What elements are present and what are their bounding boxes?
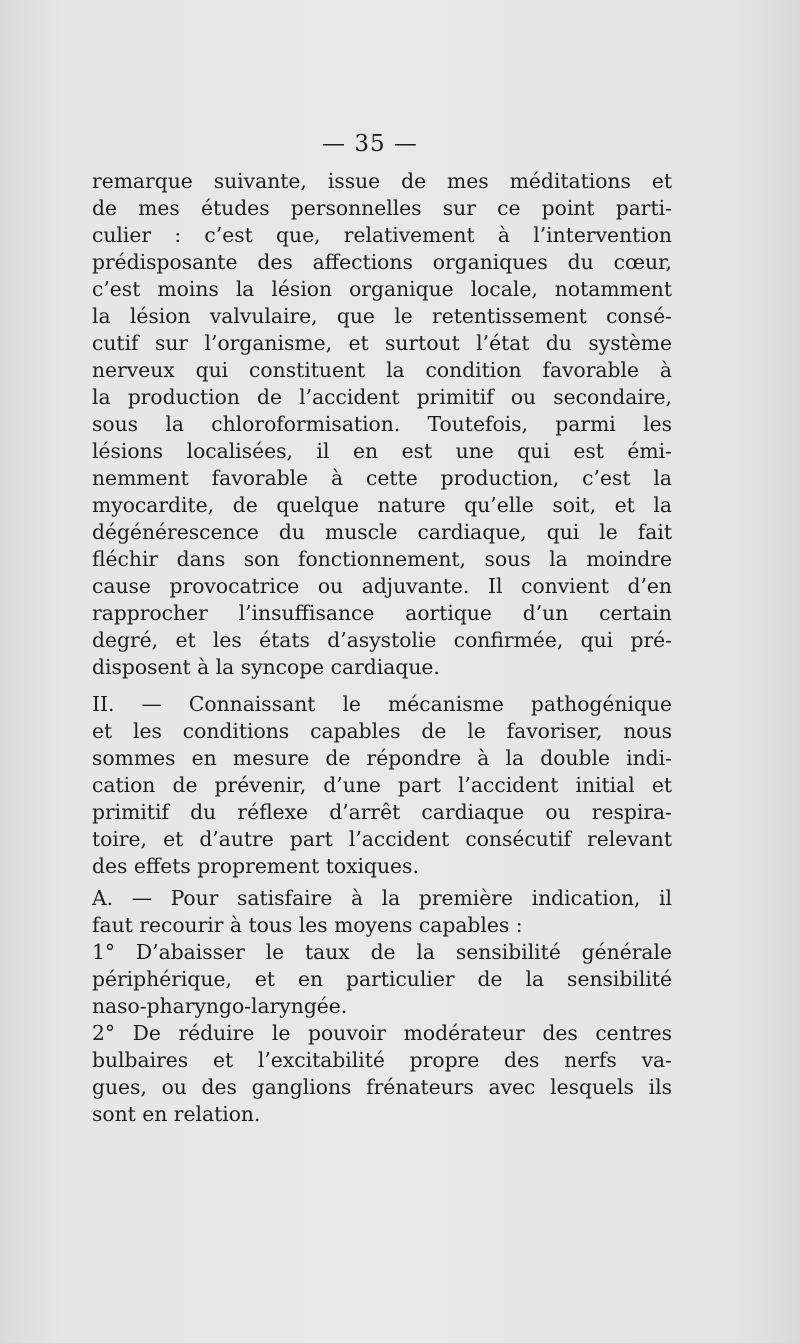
paragraph — [92, 168, 672, 681]
text-line: sommes en mesure de répondre à la double indi- — [92, 746, 672, 770]
text-line: toire, et d’autre part l’accident consécutif relevant — [92, 827, 672, 851]
text-line: fléchir dans son fonctionnement, sous la moindre — [92, 547, 672, 571]
text-line: disposent à la syncope cardiaque. — [92, 655, 440, 679]
paragraph — [92, 939, 672, 1020]
text-line: lésions localisées, il en est une qui est émi- — [92, 439, 672, 463]
text-line: 1° D’abaisser le taux de la sensibilité générale — [92, 940, 672, 964]
text-line: myocardite, de quelque nature qu’elle soit, et la — [92, 493, 672, 517]
text-line: c’est moins la lésion organique locale, notamment — [92, 277, 672, 301]
text-line: nemment favorable à cette production, c’est la — [92, 466, 672, 490]
text-line: des effets proprement toxiques. — [92, 854, 419, 878]
text-line: prédisposante des affections organiques du cœur, — [92, 250, 672, 274]
text-line: primitif du réflexe d’arrêt cardiaque ou respira- — [92, 800, 672, 824]
paragraph — [92, 691, 672, 880]
paragraph — [92, 1020, 672, 1128]
text-line: gues, ou des ganglions frénateurs avec lesquels ils — [92, 1075, 672, 1099]
text-line: périphérique, et en particulier de la sensibilité — [92, 967, 672, 991]
text-line: II. — Connaissant le mécanisme pathogénique — [92, 692, 672, 716]
text-line: bulbaires et l’excitabilité propre des nerfs va- — [92, 1048, 672, 1072]
text-line: la production de l’accident primitif ou secondaire, — [92, 385, 672, 409]
text-line: degré, et les états d’asystolie confirmée, qui pré- — [92, 628, 672, 652]
text-line: cause provocatrice ou adjuvante. Il convient d’en — [92, 574, 672, 598]
page-number: — 35 — — [322, 131, 418, 157]
text-line: remarque suivante, issue de mes méditations et — [92, 169, 672, 193]
text-line: faut recourir à tous les moyens capables : — [92, 913, 523, 937]
body-text — [92, 168, 672, 1128]
text-line: 2° De réduire le pouvoir modérateur des centres — [92, 1021, 672, 1045]
text-line: de mes études personnelles sur ce point parti- — [92, 196, 672, 220]
text-line: A. — Pour satisfaire à la première indication, il — [92, 886, 672, 910]
text-line: sous la chloroformisation. Toutefois, parmi les — [92, 412, 672, 436]
text-line: cation de prévenir, d’une part l’accident initial et — [92, 773, 672, 797]
text-line: dégénérescence du muscle cardiaque, qui le fait — [92, 520, 672, 544]
text-line: et les conditions capables de le favoriser, nous — [92, 719, 672, 743]
text-line: cutif sur l’organisme, et surtout l’état du système — [92, 331, 672, 355]
text-line: rapprocher l’insuffisance aortique d’un certain — [92, 601, 672, 625]
text-line: culier : c’est que, relativement à l’intervention — [92, 223, 672, 247]
text-line: naso-pharyngo-laryngée. — [92, 994, 348, 1018]
text-line: nerveux qui constituent la condition favorable à — [92, 358, 672, 382]
paragraph — [92, 885, 672, 939]
text-line: sont en relation. — [92, 1102, 261, 1126]
text-line: la lésion valvulaire, que le retentissement consé- — [92, 304, 672, 328]
